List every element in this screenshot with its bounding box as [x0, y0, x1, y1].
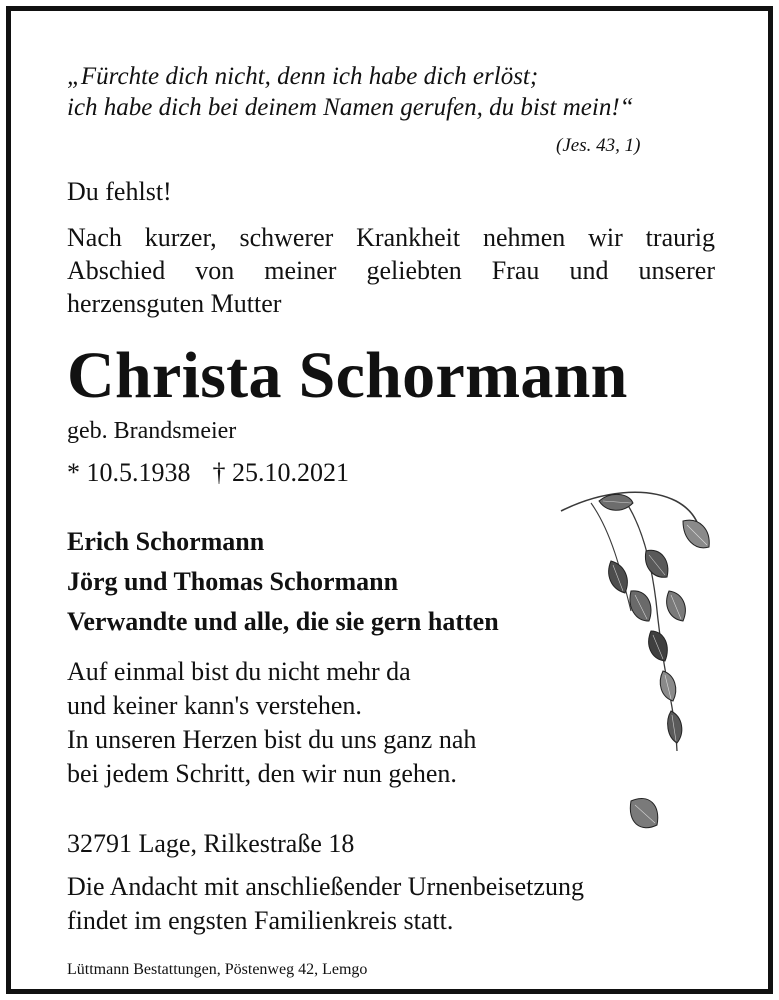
birth-name: geb. Brandsmeier: [67, 418, 237, 444]
poem: [67, 655, 476, 791]
verse-line-1: „Fürchte dich nicht, denn ich habe dich erlöst;: [67, 63, 539, 90]
poem-line: und keiner kann's verstehen.: [67, 691, 362, 720]
poem-line: bei jedem Schritt, den wir nun gehen.: [67, 759, 457, 788]
undertaker-info: Lüttmann Bestattungen, Pöstenweg 42, Lemgo: [67, 961, 368, 978]
death-date: † 25.10.2021: [212, 458, 349, 487]
birth-date: * 10.5.1938: [67, 458, 191, 487]
poem-line: In unseren Herzen bist du uns ganz nah: [67, 725, 477, 754]
verse-reference: (Jes. 43, 1): [556, 135, 641, 156]
family-address: 32791 Lage, Rilkestraße 18: [67, 829, 355, 858]
birch-branch-illustration: [551, 481, 721, 851]
ceremony-line: findet im engsten Familienkreis statt.: [67, 906, 454, 935]
obituary-notice: [6, 6, 773, 994]
ceremony-line: Die Andacht mit anschließender Urnenbeisetzung: [67, 872, 584, 901]
poem-line: Auf einmal bist du nicht mehr da: [67, 657, 411, 686]
lead-text: Du fehlst!: [67, 177, 172, 206]
deceased-name: Christa Schormann: [67, 339, 628, 412]
mourner-line: Verwandte und alle, die sie gern hatten: [67, 607, 499, 636]
mourners-list: [67, 522, 499, 642]
verse-line-2: ich habe dich bei deinem Namen gerufen, du bist mein!“: [67, 94, 634, 121]
life-dates: [67, 460, 349, 486]
bible-verse: [67, 61, 634, 123]
ceremony-info: [67, 870, 584, 938]
intro-text: Nach kurzer, schwerer Krankheit nehmen wir traurig Abschied von meiner geliebten Frau und unserer herzensguten Mutter: [67, 223, 715, 318]
mourner-line: Jörg und Thomas Schormann: [67, 567, 399, 596]
mourner-line: Erich Schormann: [67, 527, 265, 556]
